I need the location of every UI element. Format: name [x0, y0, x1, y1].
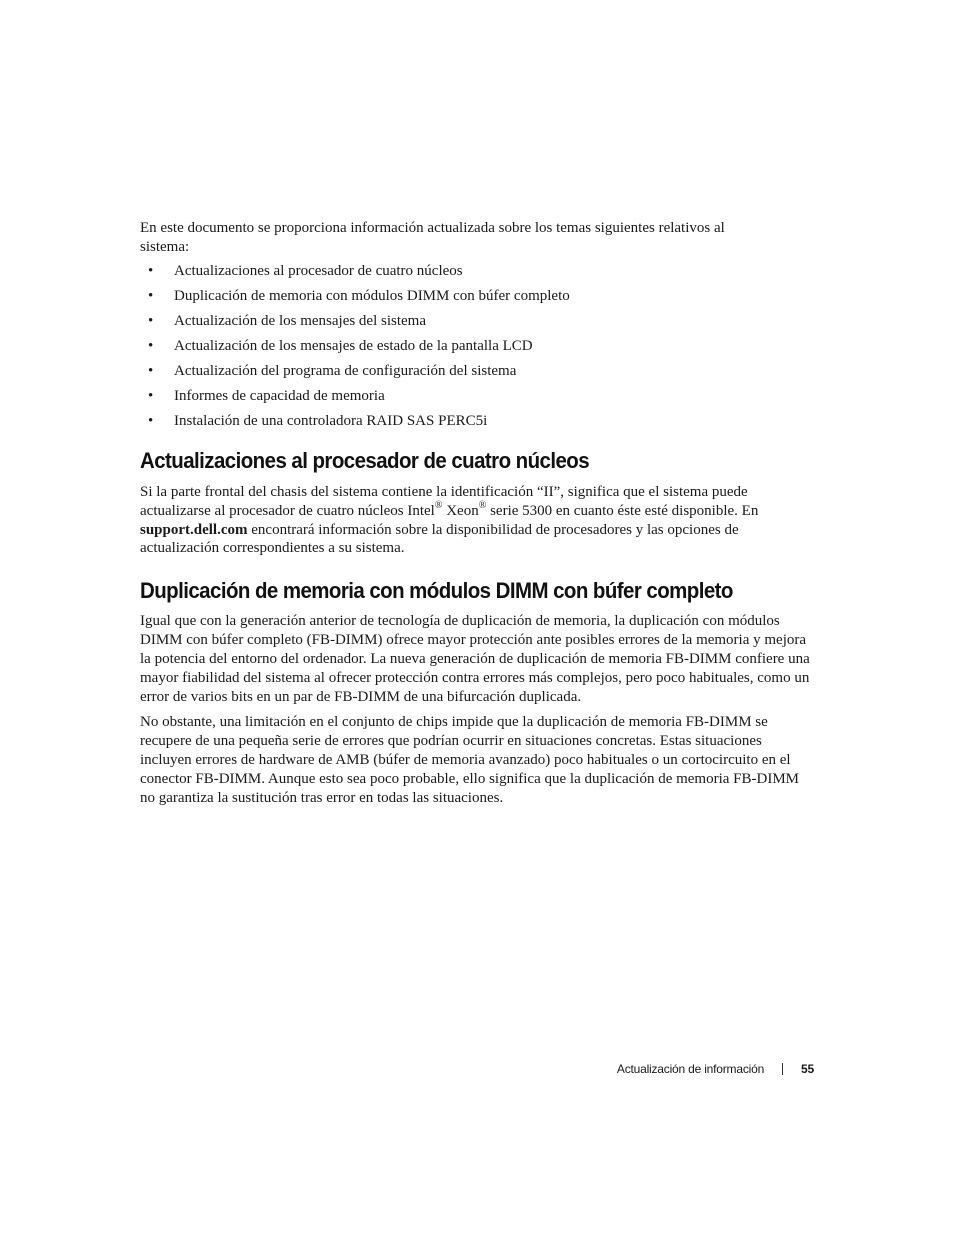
footer-title: Actualización de información: [616, 1062, 765, 1076]
list-item-text: Actualización de los mensajes de estado de la pantalla LCD: [174, 337, 533, 354]
list-item: [140, 287, 815, 306]
memory-mirroring-paragraph-2: No obstante, una limitación en el conjunto de chips impide que la duplicación de memoria FB-DIMM se recupere de una pequeña serie de errores que podrían ocurrir en situaciones concretas. Estas situaciones incluyen errores de hardware de AMB (búfer de memoria avanzado) poco habituales o un cortocircuito en el conector FB-DIMM. Aunque esto sea poco probable, ello significa que la duplicación de memoria FB-DIMM no garantiza la sustitución tras error en todas las situaciones.: [140, 713, 800, 806]
list-item-text: Informes de capacidad de memoria: [174, 387, 385, 404]
footer-divider: [782, 1063, 783, 1075]
quad-core-text-2: Xeon: [442, 502, 479, 519]
document-body: [140, 219, 815, 807]
intro-paragraph: En este documento se proporciona información actualizada sobre los temas siguientes relativos al sistema:: [140, 220, 725, 255]
list-item: [140, 262, 815, 281]
page-number: 55: [801, 1062, 814, 1076]
bullet: •: [148, 337, 154, 354]
quad-core-text-1: Si la parte frontal del chasis del sistema contiene la identificación “II”, significa que el sistema puede actualizarse al procesador de cuatro núcleos Intel: [140, 483, 748, 519]
quad-core-paragraph: [140, 483, 815, 559]
section-heading-memory-mirroring: Duplicación de memoria con módulos DIMM con búfer completo: [140, 578, 733, 604]
list-item-text: Actualizaciones al procesador de cuatro núcleos: [174, 262, 463, 279]
bullet: •: [148, 412, 154, 429]
section-heading-quad-core: Actualizaciones al procesador de cuatro núcleos: [140, 447, 590, 473]
list-item-text: Actualización de los mensajes del sistema: [174, 312, 427, 329]
list-item: [140, 312, 815, 331]
bullet: •: [148, 287, 154, 304]
topics-list: [140, 262, 815, 431]
list-item-text: Duplicación de memoria con módulos DIMM con búfer completo: [174, 287, 570, 304]
registered-mark: ®: [478, 499, 487, 511]
memory-mirroring-paragraph-1: Igual que con la generación anterior de tecnología de duplicación de memoria, la duplicación con módulos DIMM con búfer completo (FB-DIMM) ofrece mayor protección ante posibles errores de la memoria y mejora la potencia del entorno del ordenador. La nueva generación de duplicación de memoria FB-DIMM confiere una mayor fiabilidad del sistema al ofrecer protección contra errores más complejos, pero poco habituales, como un error de varios bits en un par de FB-DIMM de una bifurcación duplicada.: [140, 613, 810, 705]
bullet: •: [148, 312, 154, 329]
support-link[interactable]: support.dell.com: [140, 521, 248, 538]
registered-mark: ®: [434, 499, 443, 511]
list-item: [140, 412, 815, 431]
page-footer: [617, 1062, 814, 1076]
list-item: [140, 337, 815, 356]
list-item-text: Instalación de una controladora RAID SAS PERC5i: [174, 412, 488, 429]
bullet: •: [148, 362, 154, 379]
bullet: •: [148, 387, 154, 404]
bullet: •: [148, 262, 154, 279]
quad-core-text-4: encontrará información sobre la disponibilidad de procesadores y las opciones de actualización correspondientes a su sistema.: [140, 521, 739, 557]
quad-core-text-3: serie 5300 en cuanto éste esté disponible. En: [486, 502, 759, 519]
list-item: [140, 362, 815, 381]
list-item-text: Actualización del programa de configuración del sistema: [174, 362, 517, 379]
list-item: [140, 387, 815, 406]
